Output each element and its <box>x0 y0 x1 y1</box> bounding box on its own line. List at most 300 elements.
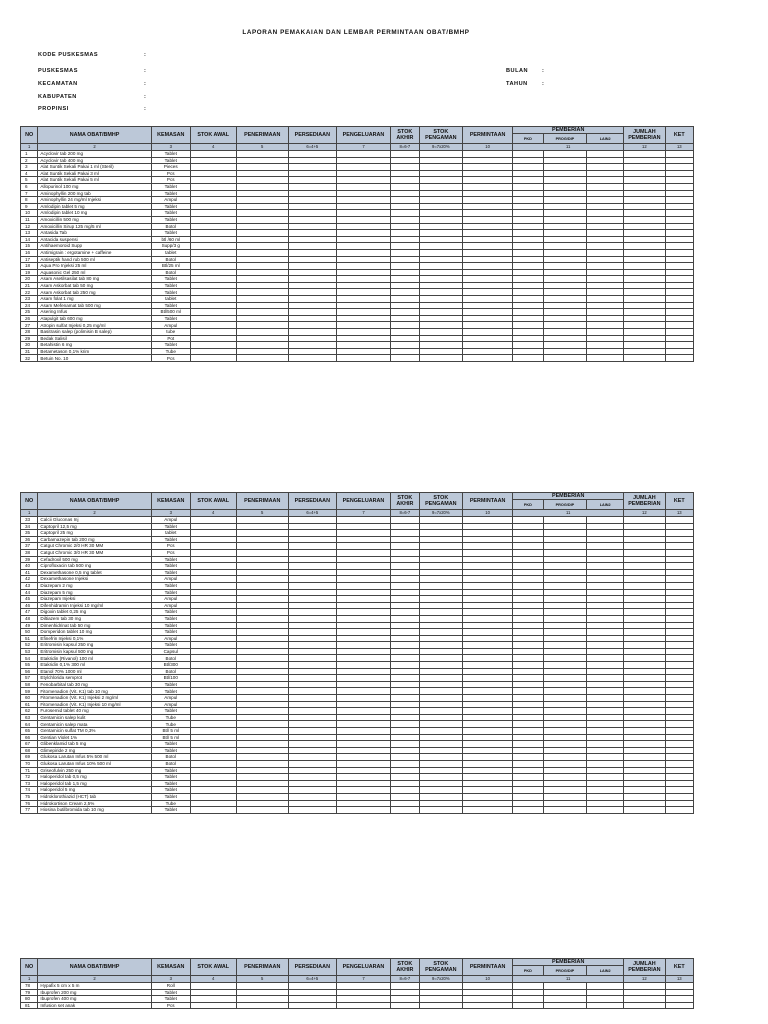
package-unit: Pcs <box>151 549 190 556</box>
empty-cell <box>624 309 665 316</box>
empty-cell <box>463 230 513 237</box>
package-unit: Tube <box>151 800 190 807</box>
drug-name: Betahistin 6 mg <box>38 342 151 349</box>
drug-name: Aqua Pro Injeksi 25 ml <box>38 263 151 270</box>
empty-cell <box>587 734 624 741</box>
empty-cell <box>587 688 624 695</box>
empty-cell <box>587 269 624 276</box>
empty-cell <box>288 556 336 563</box>
empty-cell <box>419 342 463 349</box>
empty-cell <box>190 216 236 223</box>
empty-cell <box>463 203 513 210</box>
empty-cell <box>391 183 419 190</box>
empty-cell <box>513 282 543 289</box>
empty-cell <box>336 989 390 996</box>
empty-cell <box>236 263 288 270</box>
empty-cell <box>624 151 665 158</box>
col-header-pemberian-lain2: LAIN2 <box>587 966 624 976</box>
package-unit: Botol <box>151 256 190 263</box>
empty-cell <box>190 648 236 655</box>
empty-cell <box>336 164 390 171</box>
empty-cell <box>391 243 419 250</box>
col-header-stok-akhir: STOK AKHIR <box>391 493 419 510</box>
empty-cell <box>587 523 624 530</box>
empty-cell <box>288 734 336 741</box>
empty-cell <box>288 517 336 524</box>
drug-name: Etanol 70% 1000 ml <box>38 668 151 675</box>
empty-cell <box>391 329 419 336</box>
drug-name: Asering Infus <box>38 309 151 316</box>
empty-cell <box>665 223 693 230</box>
empty-cell <box>391 1002 419 1009</box>
column-number: 7 <box>336 976 390 983</box>
empty-cell <box>419 164 463 171</box>
row-number: 57 <box>21 675 38 682</box>
empty-cell <box>288 609 336 616</box>
package-unit: Tablet <box>151 681 190 688</box>
empty-cell <box>463 760 513 767</box>
empty-cell <box>336 322 390 329</box>
empty-cell <box>288 335 336 342</box>
empty-cell <box>236 721 288 728</box>
empty-cell <box>463 989 513 996</box>
empty-cell <box>236 695 288 702</box>
empty-cell <box>190 655 236 662</box>
empty-cell <box>288 203 336 210</box>
drug-name: Furosemid tablet 40 mg <box>38 708 151 715</box>
package-unit: Ampul <box>151 602 190 609</box>
row-number: 26 <box>21 315 38 322</box>
empty-cell <box>236 800 288 807</box>
empty-cell <box>419 355 463 362</box>
table-row <box>21 569 694 576</box>
drug-name: Etakridin 0,1% 300 ml <box>38 662 151 669</box>
empty-cell <box>236 701 288 708</box>
row-number: 16 <box>21 249 38 256</box>
table-row <box>21 263 694 270</box>
empty-cell <box>288 210 336 217</box>
drug-name: Allopurinol 100 mg <box>38 183 151 190</box>
empty-cell <box>624 322 665 329</box>
empty-cell <box>665 289 693 296</box>
empty-cell <box>236 236 288 243</box>
empty-cell <box>463 596 513 603</box>
empty-cell <box>463 223 513 230</box>
drug-name: Amlodipin tablet 10 mg <box>38 210 151 217</box>
empty-cell <box>419 329 463 336</box>
empty-cell <box>236 668 288 675</box>
empty-cell <box>624 760 665 767</box>
empty-cell <box>236 530 288 537</box>
empty-cell <box>419 642 463 649</box>
table-row <box>21 648 694 655</box>
package-unit: Tablet <box>151 708 190 715</box>
package-unit: Ampul <box>151 596 190 603</box>
empty-cell <box>624 695 665 702</box>
empty-cell <box>336 1002 390 1009</box>
empty-cell <box>587 629 624 636</box>
empty-cell <box>543 563 587 570</box>
col-header-pengeluaran: PENGELUARAN <box>336 959 390 976</box>
empty-cell <box>190 747 236 754</box>
table-row <box>21 543 694 550</box>
empty-cell <box>336 728 390 735</box>
empty-cell <box>665 243 693 250</box>
empty-cell <box>419 517 463 524</box>
empty-cell <box>288 714 336 721</box>
empty-cell <box>336 315 390 322</box>
table-row <box>21 728 694 735</box>
empty-cell <box>513 170 543 177</box>
empty-cell <box>419 609 463 616</box>
row-number: 49 <box>21 622 38 629</box>
drug-name: Eritromisin kapsul 250 mg <box>38 642 151 649</box>
empty-cell <box>624 530 665 537</box>
empty-cell <box>391 203 419 210</box>
empty-cell <box>463 536 513 543</box>
package-unit: Tablet <box>151 302 190 309</box>
row-number: 31 <box>21 348 38 355</box>
empty-cell <box>463 996 513 1003</box>
row-number: 25 <box>21 309 38 316</box>
header-field-kecamatan <box>38 79 238 89</box>
row-number: 58 <box>21 681 38 688</box>
empty-cell <box>336 203 390 210</box>
empty-cell <box>190 230 236 237</box>
empty-cell <box>513 675 543 682</box>
empty-cell <box>624 170 665 177</box>
empty-cell <box>288 576 336 583</box>
table-row <box>21 190 694 197</box>
empty-cell <box>419 309 463 316</box>
empty-cell <box>236 602 288 609</box>
empty-cell <box>513 342 543 349</box>
empty-cell <box>336 596 390 603</box>
empty-cell <box>288 256 336 263</box>
empty-cell <box>624 177 665 184</box>
empty-cell <box>587 648 624 655</box>
empty-cell <box>665 807 693 814</box>
empty-cell <box>236 642 288 649</box>
empty-cell <box>587 596 624 603</box>
empty-cell <box>336 210 390 217</box>
empty-cell <box>513 210 543 217</box>
col-header-permintaan: PERMINTAAN <box>463 493 513 510</box>
drug-name: Etakridin (Rivanol) 100 ml <box>38 655 151 662</box>
empty-cell <box>665 230 693 237</box>
empty-cell <box>391 793 419 800</box>
empty-cell <box>543 767 587 774</box>
empty-cell <box>391 589 419 596</box>
empty-cell <box>391 216 419 223</box>
empty-cell <box>665 780 693 787</box>
column-number: 7 <box>336 144 390 151</box>
drug-name: Antacida suspensi <box>38 236 151 243</box>
empty-cell <box>463 269 513 276</box>
empty-cell <box>513 177 543 184</box>
empty-cell <box>513 793 543 800</box>
empty-cell <box>236 276 288 283</box>
table-row <box>21 348 694 355</box>
empty-cell <box>288 701 336 708</box>
empty-cell <box>624 164 665 171</box>
table-row <box>21 602 694 609</box>
empty-cell <box>463 243 513 250</box>
empty-cell <box>336 576 390 583</box>
empty-cell <box>288 655 336 662</box>
drug-name: Glukosa Larutan Infus 5% 500 ml <box>38 754 151 761</box>
empty-cell <box>419 662 463 669</box>
empty-cell <box>336 355 390 362</box>
empty-cell <box>513 151 543 158</box>
empty-cell <box>624 216 665 223</box>
drug-name: Dexamethasone 0,5 mg tablet <box>38 569 151 576</box>
empty-cell <box>391 734 419 741</box>
empty-cell <box>336 767 390 774</box>
empty-cell <box>236 793 288 800</box>
empty-cell <box>236 767 288 774</box>
empty-cell <box>513 269 543 276</box>
table-row <box>21 629 694 636</box>
empty-cell <box>513 983 543 990</box>
empty-cell <box>419 151 463 158</box>
empty-cell <box>513 668 543 675</box>
empty-cell <box>336 675 390 682</box>
empty-cell <box>463 589 513 596</box>
empty-cell <box>587 708 624 715</box>
col-header-stok-akhir: STOK AKHIR <box>391 127 419 144</box>
empty-cell <box>665 355 693 362</box>
empty-cell <box>513 774 543 781</box>
column-number: 1 <box>21 510 38 517</box>
empty-cell <box>190 249 236 256</box>
empty-cell <box>665 787 693 794</box>
empty-cell <box>543 342 587 349</box>
empty-cell <box>419 523 463 530</box>
empty-cell <box>543 216 587 223</box>
empty-cell <box>419 996 463 1003</box>
package-unit: Pcs <box>151 355 190 362</box>
empty-cell <box>236 315 288 322</box>
package-unit: Tablet <box>151 556 190 563</box>
row-number: 15 <box>21 243 38 250</box>
empty-cell <box>391 721 419 728</box>
empty-cell <box>236 1002 288 1009</box>
empty-cell <box>391 223 419 230</box>
table-row <box>21 622 694 629</box>
empty-cell <box>513 760 543 767</box>
table-row <box>21 734 694 741</box>
row-number: 8 <box>21 197 38 204</box>
empty-cell <box>587 342 624 349</box>
empty-cell <box>288 197 336 204</box>
empty-cell <box>190 282 236 289</box>
empty-cell <box>587 335 624 342</box>
empty-cell <box>665 615 693 622</box>
empty-cell <box>190 569 236 576</box>
package-unit: Tablet <box>151 629 190 636</box>
empty-cell <box>543 760 587 767</box>
empty-cell <box>236 256 288 263</box>
empty-cell <box>190 296 236 303</box>
empty-cell <box>236 774 288 781</box>
empty-cell <box>190 329 236 336</box>
empty-cell <box>336 668 390 675</box>
empty-cell <box>236 714 288 721</box>
empty-cell <box>543 556 587 563</box>
empty-cell <box>587 721 624 728</box>
empty-cell <box>190 322 236 329</box>
table-row <box>21 203 694 210</box>
empty-cell <box>336 648 390 655</box>
col-header-pengeluaran: PENGELUARAN <box>336 127 390 144</box>
empty-cell <box>391 747 419 754</box>
empty-cell <box>288 549 336 556</box>
empty-cell <box>236 563 288 570</box>
drug-name: Ibuprofen 200 mg <box>38 989 151 996</box>
empty-cell <box>391 714 419 721</box>
row-number: 4 <box>21 170 38 177</box>
empty-cell <box>513 536 543 543</box>
empty-cell <box>463 983 513 990</box>
empty-cell <box>624 523 665 530</box>
drug-name: Captopril 25 mg <box>38 530 151 537</box>
empty-cell <box>463 648 513 655</box>
column-number: 7 <box>336 510 390 517</box>
empty-cell <box>463 249 513 256</box>
empty-cell <box>419 543 463 550</box>
empty-cell <box>665 335 693 342</box>
empty-cell <box>543 322 587 329</box>
empty-cell <box>336 996 390 1003</box>
empty-cell <box>624 800 665 807</box>
empty-cell <box>587 681 624 688</box>
empty-cell <box>419 629 463 636</box>
empty-cell <box>513 734 543 741</box>
empty-cell <box>665 662 693 669</box>
empty-cell <box>391 536 419 543</box>
drug-table-section-1 <box>20 126 694 362</box>
empty-cell <box>665 708 693 715</box>
header-field-label: KECAMATAN <box>38 81 78 87</box>
drug-table-section-3 <box>20 958 694 1009</box>
empty-cell <box>288 708 336 715</box>
empty-cell <box>587 296 624 303</box>
package-unit: Tablet <box>151 563 190 570</box>
empty-cell <box>419 774 463 781</box>
empty-cell <box>665 342 693 349</box>
empty-cell <box>513 609 543 616</box>
empty-cell <box>336 602 390 609</box>
empty-cell <box>236 289 288 296</box>
empty-cell <box>513 576 543 583</box>
empty-cell <box>236 708 288 715</box>
empty-cell <box>543 787 587 794</box>
empty-cell <box>624 721 665 728</box>
empty-cell <box>587 329 624 336</box>
drug-name: Carbamazepin tab 200 mg <box>38 536 151 543</box>
empty-cell <box>236 728 288 735</box>
column-number: 2 <box>38 144 151 151</box>
empty-cell <box>288 996 336 1003</box>
empty-cell <box>543 714 587 721</box>
row-number: 73 <box>21 780 38 787</box>
empty-cell <box>543 223 587 230</box>
empty-cell <box>543 780 587 787</box>
empty-cell <box>236 787 288 794</box>
empty-cell <box>513 335 543 342</box>
empty-cell <box>190 602 236 609</box>
drug-name: Haloperidol tab 1,5 mg <box>38 780 151 787</box>
empty-cell <box>543 543 587 550</box>
package-unit: tablet <box>151 249 190 256</box>
empty-cell <box>463 728 513 735</box>
empty-cell <box>624 210 665 217</box>
empty-cell <box>463 302 513 309</box>
package-unit: Tablet <box>151 203 190 210</box>
empty-cell <box>543 800 587 807</box>
package-unit: Btl/300 <box>151 662 190 669</box>
empty-cell <box>190 223 236 230</box>
empty-cell <box>288 536 336 543</box>
col-header-penerimaan: PENERIMAAN <box>236 493 288 510</box>
empty-cell <box>543 230 587 237</box>
drug-name: Antiseptik hand rub 500 ml <box>38 256 151 263</box>
package-unit: Btl/ 5 ml <box>151 728 190 735</box>
header-field-label: PUSKESMAS <box>38 68 78 74</box>
row-number: 40 <box>21 563 38 570</box>
empty-cell <box>236 157 288 164</box>
package-unit: tube <box>151 329 190 336</box>
package-unit: Capsul <box>151 648 190 655</box>
empty-cell <box>419 282 463 289</box>
empty-cell <box>543 309 587 316</box>
empty-cell <box>587 728 624 735</box>
table-row <box>21 355 694 362</box>
empty-cell <box>288 269 336 276</box>
empty-cell <box>543 668 587 675</box>
empty-cell <box>665 203 693 210</box>
empty-cell <box>513 800 543 807</box>
empty-cell <box>543 622 587 629</box>
empty-cell <box>391 596 419 603</box>
drug-name: Betametason 0,1% krim <box>38 348 151 355</box>
empty-cell <box>624 747 665 754</box>
empty-cell <box>336 695 390 702</box>
row-number: 51 <box>21 635 38 642</box>
row-number: 71 <box>21 767 38 774</box>
empty-cell <box>587 348 624 355</box>
empty-cell <box>391 800 419 807</box>
empty-cell <box>463 582 513 589</box>
table-row <box>21 523 694 530</box>
empty-cell <box>190 983 236 990</box>
empty-cell <box>587 276 624 283</box>
empty-cell <box>587 793 624 800</box>
empty-cell <box>419 767 463 774</box>
empty-cell <box>665 582 693 589</box>
drug-name: Etylchlorida semprot <box>38 675 151 682</box>
package-unit: Ampul <box>151 635 190 642</box>
package-unit: Botol <box>151 223 190 230</box>
empty-cell <box>236 549 288 556</box>
empty-cell <box>236 760 288 767</box>
empty-cell <box>587 289 624 296</box>
empty-cell <box>190 596 236 603</box>
empty-cell <box>236 681 288 688</box>
empty-cell <box>543 695 587 702</box>
empty-cell <box>587 216 624 223</box>
